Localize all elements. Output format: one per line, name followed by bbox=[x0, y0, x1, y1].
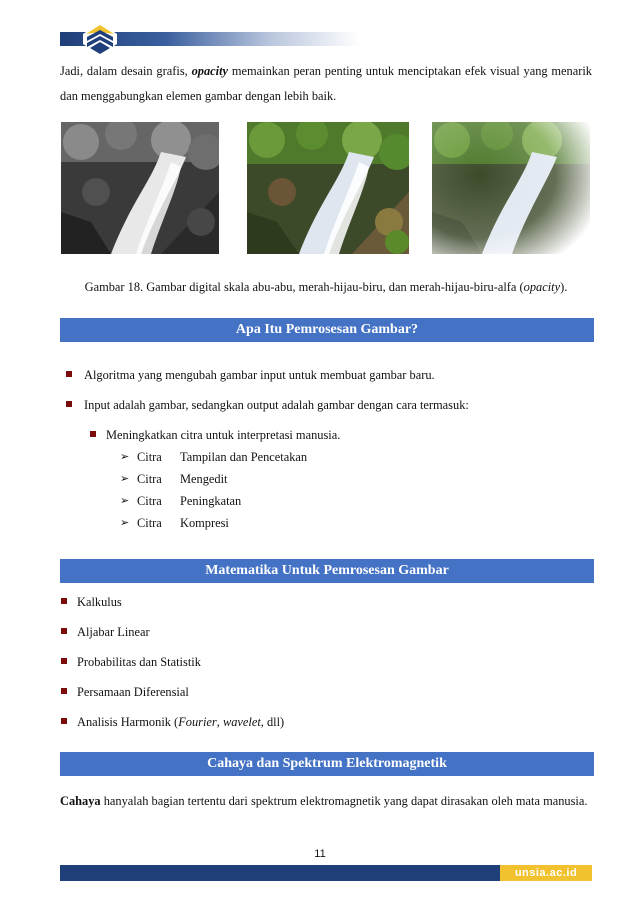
list-item-text: Probabilitas dan Statistik bbox=[77, 655, 201, 669]
citra-label: Citra bbox=[137, 450, 162, 464]
square-bullet-icon bbox=[61, 598, 67, 604]
intro-suffix: memainkan peran penting untuk menciptakan efek visual yang menarik dan menggabungkan elemen gambar dengan lebih baik. bbox=[60, 64, 592, 103]
square-bullet-icon bbox=[61, 688, 67, 694]
citra-label: Citra bbox=[137, 516, 162, 530]
university-logo-icon bbox=[82, 22, 118, 56]
caption-italic: opacity bbox=[523, 280, 561, 294]
figure-caption bbox=[60, 280, 592, 295]
caption-main: Gambar 18. Gambar digital skala abu-abu, merah-hijau-biru, dan merah-hijau-biru-alfa ( bbox=[84, 280, 524, 294]
section-heading-math: Matematika Untuk Pemrosesan Gambar bbox=[60, 559, 594, 583]
caption-end: ). bbox=[560, 280, 568, 294]
citra-desc: Kompresi bbox=[180, 516, 229, 530]
citra-desc: Peningkatan bbox=[180, 494, 242, 508]
waterfall-rgb-image bbox=[247, 122, 409, 254]
list-item-text: Kalkulus bbox=[77, 595, 122, 609]
arrow-bullet-icon: ➢ bbox=[120, 473, 130, 485]
square-bullet-icon bbox=[66, 371, 72, 377]
closing-paragraph bbox=[60, 789, 592, 814]
footer-bar bbox=[60, 865, 500, 881]
arrow-bullet-icon: ➢ bbox=[120, 451, 130, 463]
page-number: 11 bbox=[314, 848, 326, 860]
section-heading-image-processing: Apa Itu Pemrosesan Gambar? bbox=[60, 318, 594, 342]
citra-label: Citra bbox=[137, 472, 162, 486]
square-bullet-icon bbox=[66, 401, 72, 407]
closing-bold: Cahaya bbox=[60, 794, 101, 808]
list-item-text: Persamaan Diferensial bbox=[77, 685, 189, 699]
list-item-text: Analisis Harmonik (Fourier, wavelet, dll) bbox=[77, 715, 285, 729]
citra-label: Citra bbox=[137, 494, 162, 508]
section-heading-light-spectrum: Cahaya dan Spektrum Elektromagnetik bbox=[60, 752, 594, 776]
closing-rest: hanyalah bagian tertentu dari spektrum elektromagnetik yang dapat dirasakan oleh mata manusia. bbox=[100, 794, 588, 808]
waterfall-rgba-image bbox=[432, 122, 590, 254]
list-item-text: Aljabar Linear bbox=[77, 625, 150, 639]
citra-desc: Tampilan dan Pencetakan bbox=[180, 450, 308, 464]
square-bullet-icon bbox=[61, 718, 67, 724]
footer-site-badge: unsia.ac.id bbox=[500, 865, 592, 881]
arrow-bullet-icon: ➢ bbox=[120, 495, 130, 507]
square-bullet-icon bbox=[61, 658, 67, 664]
list-item-text: Input adalah gambar, sedangkan output adalah gambar dengan cara termasuk: bbox=[84, 398, 469, 412]
square-bullet-icon bbox=[61, 628, 67, 634]
list-item-text: Meningkatkan citra untuk interpretasi manusia. bbox=[106, 428, 341, 442]
square-bullet-icon bbox=[90, 431, 96, 437]
intro-prefix: Jadi, dalam desain grafis, bbox=[60, 64, 192, 78]
list-item-text: Algoritma yang mengubah gambar input untuk membuat gambar baru. bbox=[84, 368, 435, 382]
arrow-bullet-icon: ➢ bbox=[120, 517, 130, 529]
intro-paragraph bbox=[60, 59, 592, 109]
waterfall-grayscale-image bbox=[61, 122, 219, 254]
intro-emphasis: opacity bbox=[191, 64, 229, 78]
citra-desc: Mengedit bbox=[180, 472, 228, 486]
